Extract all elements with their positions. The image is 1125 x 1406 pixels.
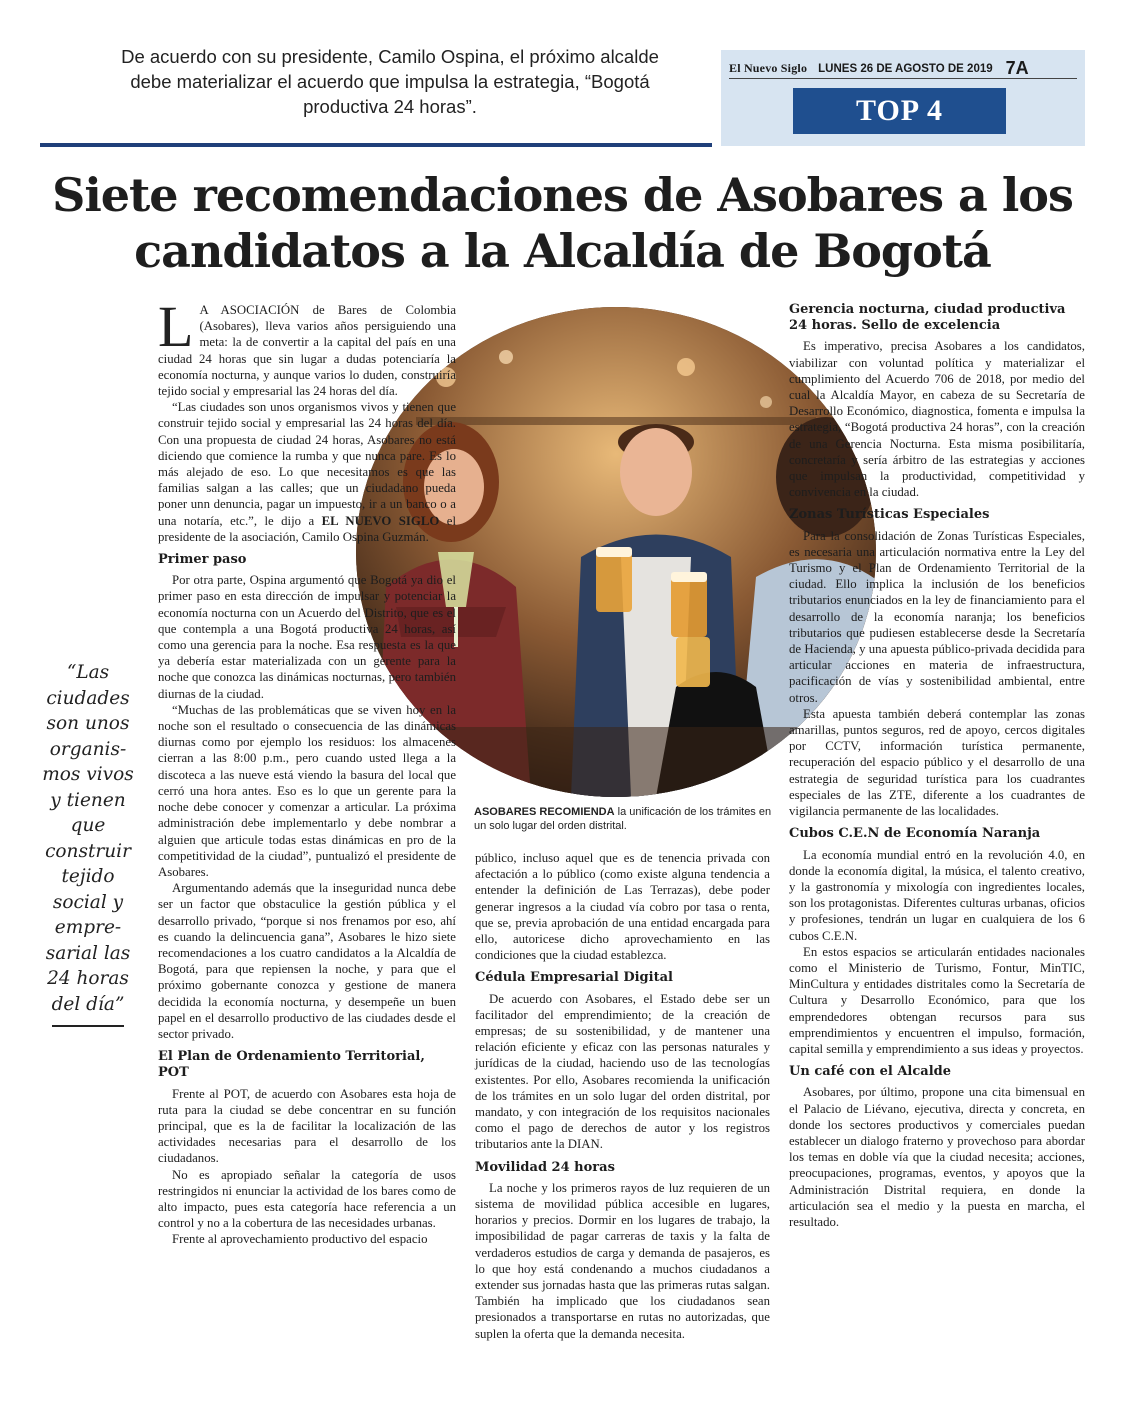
article-column-3 bbox=[789, 302, 1085, 1230]
subheading-gerencia: Gerencia nocturna, ciudad productiva 24 horas. Sello de excelencia bbox=[789, 302, 1066, 334]
paragraph: La noche y los primeros rayos de luz requieren de un sistema de movilidad pública accesible en lugares, horarios y precios. Dormir en los lugares de trabajo, la imposibilidad de pagar carreras de taxis y la falta de verdaderos estudios de carga y demanda de pasajeros, es lo que hoy está condenando a muchos ciudadanos a extender sus jornadas hasta que las primeras rutas salgan. También ha implicado que los ciudadanos sean presionados a transportarse en rutas no autorizadas, que suplen la oferta que la demanda necesita. bbox=[475, 1180, 770, 1341]
issue-date: LUNES 26 DE AGOSTO DE 2019 bbox=[818, 63, 993, 75]
paragraph: No es apropiado señalar la categoría de usos restringidos ni enunciar la actividad de los bares como de alto impacto, pues esta categoría hace referencia a un control y no a la cobertura de las necesidades urbanas. bbox=[158, 1167, 456, 1231]
paragraph: Para la consolidación de Zonas Turísticas Especiales, es necesaria una articulación normativa entre la Ley del Turismo y el Plan de Ordenamiento Territorial de la ciudad. Ello implica la inclusión de los beneficios tributarios enunciados en la ley de financiamiento para el desarrollo de la economía naranja; los beneficios tributarios que pudiesen establecerse desde la Secretaría de Hacienda, y una apuesta público-privada decidida para articular acciones en materia de infraestructura, pacificación de vías y sostenibilidad ambiental, entre otros. bbox=[789, 528, 1085, 705]
page-number: 7A bbox=[1005, 58, 1029, 78]
paragraph: Argumentando además que la inseguridad nunca debe ser un factor que obstaculice la gestión pública y el desarrollo privado, “porque si nos frenamos por eso, ahí es cuando la delincuencia gana”, Asobares le hizo siete recomendaciones a los cuatro candidatos a la Alcaldía de Bogotá, para que repiensen la noche, y para que el próximo gobernante conozca y gestione de manera decidida la economía nocturna, y desempeñe un buen papel en el desarrollo productivo de las ciudades desde el sector privado. bbox=[158, 881, 456, 1041]
paragraph-text: el presidente de la asociación, Camilo Ospina Guzmán. bbox=[158, 513, 457, 544]
paragraph bbox=[158, 399, 456, 545]
paragraph: Frente al POT, de acuerdo con Asobares esta hoja de ruta para la ciudad se debe concentrar en su función principal, que es la de facilitar la localización de las actividades necesarias para el desarrollo de los ciudadanos. bbox=[158, 1086, 456, 1166]
paragraph: En estos espacios se articularán entidades nacionales como el Ministerio de Turismo, Fontur, MinTIC, MinCultura y entidades distritales como la Secretaría de Cultura y Desarrollo Económico, para que los emprendedores obtengan recursos para sus emprendimientos y encuentren el impulso, formación, capital semilla y emprendimiento a sus ideas y proyectos. bbox=[789, 944, 1085, 1056]
paragraph: Por otra parte, Ospina argumentó que Bogotá ya dio el primer paso en esta dirección de impulsar y potenciar la economía nocturna con un Acuerdo del Distrito, que es el que contempla a una Bogotá productiva 24 horas, así como una gerencia para la noche. Esa respuesta es la que ya debería estar materializada con un gerente para la noche que conozca las dinámicas nocturnas, pero también diurnas de la ciudad. bbox=[158, 573, 456, 701]
kicker-divider bbox=[40, 143, 712, 147]
article-column-2 bbox=[475, 850, 770, 1342]
paragraph: De acuerdo con Asobares, el Estado debe ser un facilitador del emprendimiento; de la creación de empresas; de su sostenibilidad, y de mantener una relación eficiente y eficaz con las personas naturales y jurídicas de la ciudad, haciendo uso de las tecnologías existentes. Por ello, Asobares recomienda la unificación de los trámites en un solo lugar del orden distrital, por mandato, y con integración de los requisitos nacionales como el pago de derechos de autor y los registros tributarios ante la DIAN. bbox=[475, 991, 770, 1152]
page-header bbox=[721, 50, 1085, 146]
paragraph: Es imperativo, precisa Asobares a los candidatos, viabilizar con voluntad política y materializar el cumplimiento del Acuerdo 706 de 2018, por medio del cual la Alcaldía Mayor, en cabeza de su Secretaría de Desarrollo Económico, diagnostica, fomenta e impulsa la estrategia, “Bogotá productiva 24 horas”, con la creación de una Gerencia Nocturna. Esta misma posibilitaría, concretaría y sería árbitro de las estrategias y acciones que impulsan la productividad, competitividad y convivencia en la ciudad. bbox=[789, 339, 1085, 500]
subheading-pot: El Plan de Ordenamiento Territorial, POT bbox=[158, 1049, 425, 1081]
subheading-cafe: Un café con el Alcalde bbox=[789, 1064, 952, 1080]
subheading-cubos: Cubos C.E.N de Economía Naranja bbox=[789, 826, 1041, 842]
newspaper-mention: EL NUEVO SIGLO bbox=[321, 513, 440, 528]
kicker-summary: De acuerdo con su presidente, Camilo Ospina, el próximo alcalde debe materializar el acuerdo que impulsa la estrategia, “Bogotá productiva 24 horas”. bbox=[121, 46, 659, 117]
section-tag: TOP 4 bbox=[793, 88, 1006, 134]
paragraph: Asobares, por último, propone una cita bimensual en el Palacio de Liévano, ejecutiva, directa y concreta, en donde los sectores productivos y comerciales puedan establecer un dialogo fraterno y provechoso para abordar los temas en doble vía que la ciudad necesita; acciones, preocupaciones, programas, eventos, y apoyos que la Administración Distrital requiera, en donde la articulación sea el medio y la puesta en marcha, el resultado. bbox=[789, 1085, 1085, 1229]
header-line bbox=[729, 56, 1077, 77]
caption-lead: ASOBARES RECOMIENDA bbox=[474, 806, 615, 818]
article-column-1 bbox=[158, 294, 457, 1248]
photo-caption bbox=[474, 805, 774, 833]
subheading-movilidad: Movilidad 24 horas bbox=[475, 1159, 615, 1175]
paragraph: Esta apuesta también deberá contemplar las zonas amarillas, puntos seguros, red de apoyo, cercos digitales por CCTV, información turística permanente, recuperación del espacio público y el desarrollo de una estrategia de seguridad turística para los cuadrantes especiales de las ZTE, diferente a los cuadrantes de vigilancia permanente de las localidades. bbox=[789, 706, 1085, 819]
pull-quote-rule bbox=[52, 1025, 124, 1027]
paragraph: Frente al aprovechamiento productivo del espacio bbox=[172, 1232, 428, 1247]
subheading-primer-paso: Primer paso bbox=[158, 552, 247, 568]
paragraph bbox=[158, 294, 456, 399]
paragraph: La economía mundial entró en la revolución 4.0, en donde la economía digital, la música, el talento creativo, y la gastronomía y mixología con ingredientes locales, son los protagonistas. Diferentes culturas urbanas, oficios y profesiones, tendrán un lugar en cualquiera de los 6 cubos C.E.N. bbox=[789, 847, 1085, 943]
subheading-cedula: Cédula Empresarial Digital bbox=[475, 970, 673, 986]
caption-text: la unificación de los trámites en un solo lugar del orden distrital. bbox=[474, 806, 772, 832]
paragraph-text: A ASOCIACIÓN de Bares de Colombia (Asobares), lleva varios años persiguiendo una meta: la de convertir a la capital del país en una ciudad 24 horas que sin lugar a dudas potenciaría la economía nocturna, y aunque varios lo duden, construiría tejido social y empresarial las 24 horas del día. bbox=[158, 303, 456, 399]
newspaper-name: El Nuevo Siglo bbox=[729, 61, 808, 75]
paragraph: “Muchas de las problemáticas que se viven hoy en la noche son el resultado o consecuencia de las dinámicas diurnas como por ejemplo los residuos: los almacenes cierran a las 8:00 p.m., pero cuando usted llega a la discoteca a las nueve está viendo la basura del local que cerró una hora antes. Eso es lo que un gerente para la noche debe conocer y comenzar a articular. La próxima administración debe implementarlo y debe nombrar a alguien que articule todas estas dinámicas en pro de la competitividad de la ciudad”, puntualizó el presidente de Asobares. bbox=[158, 702, 456, 879]
paragraph-text: “Las ciudades son unos organismos vivos y tienen que construir tejido social y empresarial las 24 horas del día. Con una propuesta de ciudad 24 horas, Asobares no está diciendo que comience la rumba y que nunca pare. Es lo más alejado de eso. Lo que necesitamos es que las familias salgan a las calles; que un ciudadano pueda poner unn denuncia, pagar un impuesto, ir a un banco o a una notaría, etc.”, le dijo a bbox=[158, 400, 456, 528]
headline: Siete recomendaciones de Asobares a los candidatos a la Alcaldía de Bogotá bbox=[52, 168, 1073, 278]
subheading-zonas: Zonas Turísticas Especiales bbox=[789, 507, 990, 523]
drop-cap: L bbox=[158, 294, 194, 359]
header-divider bbox=[729, 78, 1077, 79]
pull-quote: “Las ciudades son unos organis-mos vivos y tienen que construir tejido social y empre-sarial las 24 horas del día” bbox=[42, 662, 134, 1015]
paragraph: público, incluso aquel que es de tenencia privada con afectación a lo público (como existe alguna tendencia a entender la definición de Las Terrazas), debe poder generar ingresos a la ciudad vía cobro por tasa o renta, que se, previa aprobación de una entidad encargada para ello, autoricese dicho aprovechamiento en las condiciones que la ciudad establezca. bbox=[475, 851, 770, 963]
